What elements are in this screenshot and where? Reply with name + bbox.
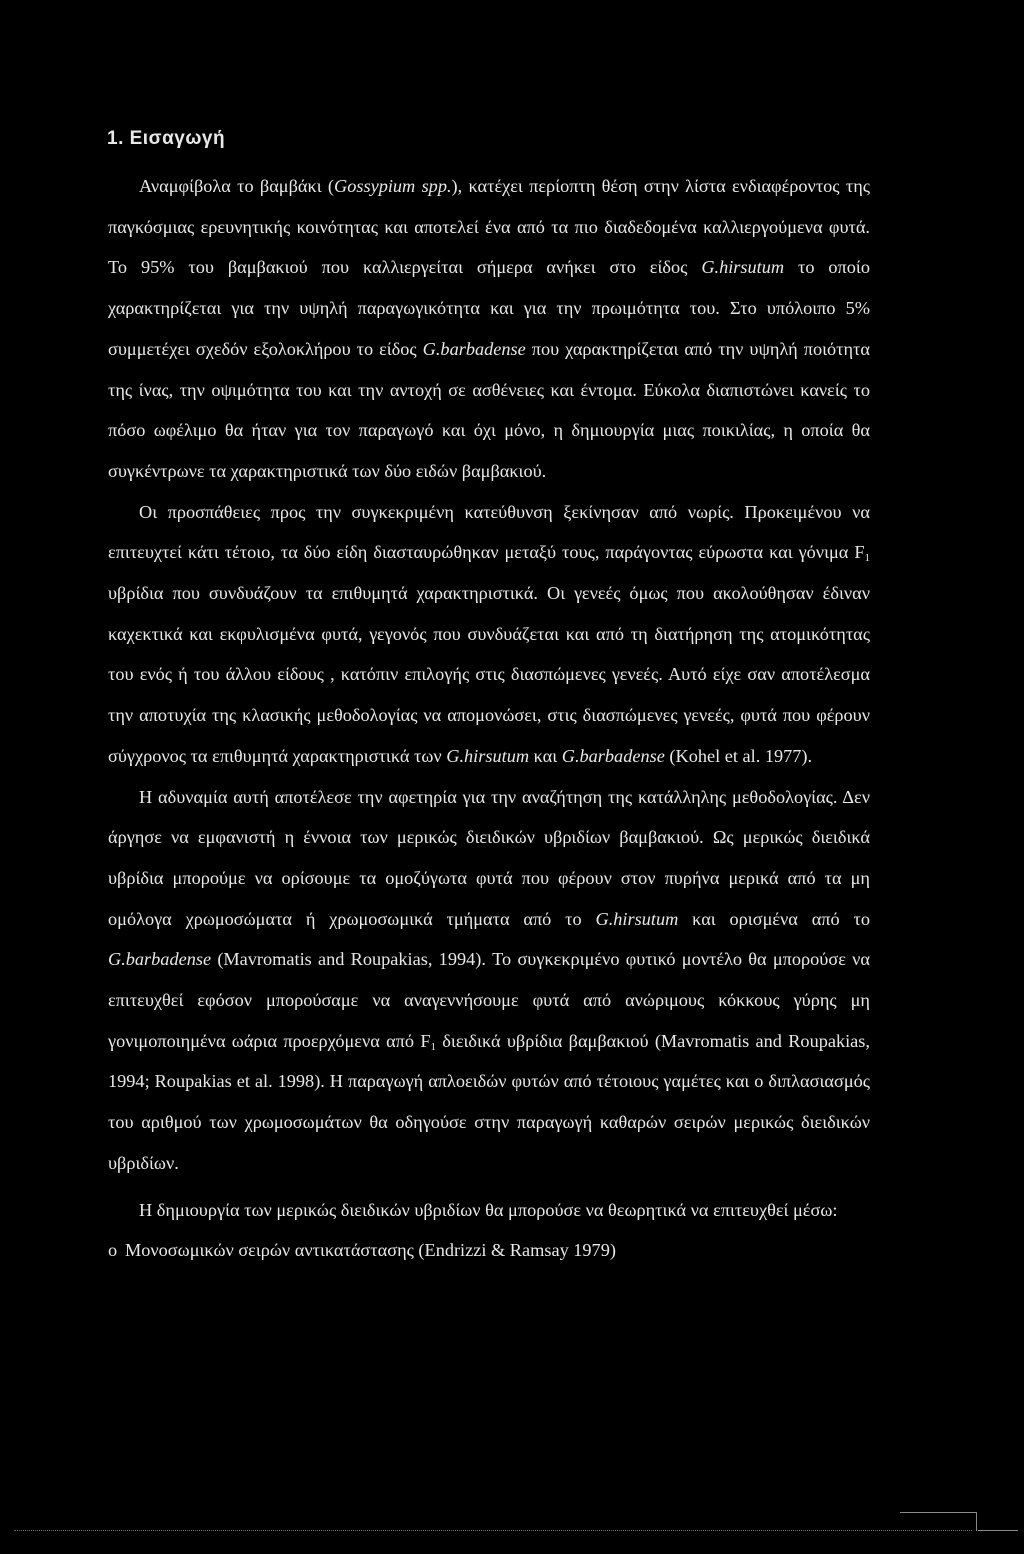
paragraph-2: Οι προσπάθειες προς την συγκεκριμένη κατεύθυνση ξεκίνησαν από νωρίς. Προκειμένου να επιτευχτεί κάτι τέτοιο, τα δύο είδη διασταυρώθηκαν μεταξύ τους, παράγοντας εύρωστα και γόνιμα $F_1$ υβρίδια που συνδυάζουν τα επιθυμητά χαρακτηριστικά. Οι γενεές όμως που ακολούθησαν έδιναν καχεκτικά και εκφυλισμένα φυτά, γεγονός που συνδυάζεται και από τη διατήρηση της ατομικότητας του ενός ή του άλλου είδους , κατόπιν επιλογής στις διασπώμενες γενεές. Αυτό είχε σαν αποτέλεσμα την αποτυχία της κλασικής μεθοδολογίας να απομονώσει, στις διασπώμενες γενεές, φυτά που φέρουν σύγχρονος τα επιθυμητά χαρακτηριστικά των G.hirsutum και G.barbadense (Kohel et al. 1977). xyxy=(108,501,870,766)
bullet-item xyxy=(108,1230,870,1271)
footer-rule-hook xyxy=(900,1512,977,1531)
document-body xyxy=(108,166,870,1271)
paragraph-3: Η αδυναμία αυτή αποτέλεσε την αφετηρία για την αναζήτηση της κατάλληλης μεθοδολογίας. Δεν άργησε να εμφανιστή η έννοια των μερικώς διειδικών υβριδίων βαμβακιού. Ως μερικώς διειδικά υβρίδια μπορούμε να ορίσουμε τα ομοζύγωτα φυτά που φέρουν στον πυρήνα μερικά από τα μη ομόλογα χρωμοσώματα ή χρωμοσωμικά τμήματα από το G.hirsutum και ορισμένα από το G.barbadense (Mavromatis and Roupakias, 1994). Το συγκεκριμένο φυτικό μοντέλο θα μπορούσε να επιτευχθεί εφόσον μπορούσαμε να αναγεννήσουμε φυτά από ανώριμους κόκκους γύρης μη γονιμοποιημένα ωάρια προερχόμενα από $F_1$ διειδικά υβρίδια βαμβακιού (Mavromatis and Roupakias, 1994; Roupakias et al. 1998). Η παραγωγή απλοειδών φυτών από τέτοιους γαμέτες και ο διπλασιασμός του αριθμού των χρωμοσωμάτων θα οδηγούσε στην παραγωγή καθαρών σειρών μερικώς διειδικών υβριδίων. xyxy=(108,786,871,1173)
bullet-mark: o xyxy=(108,1240,118,1261)
footer-rule xyxy=(14,1530,972,1531)
paragraph-4: Η δημιουργία των μερικώς διειδικών υβριδίων θα μπορούσε να θεωρητικά να επιτευχθεί μέσω: xyxy=(139,1199,838,1220)
footer-rule-end xyxy=(978,1530,1018,1531)
paragraph-1: Αναμφίβολα το βαμβάκι (Gossypium spp.), κατέχει περίοπτη θέση στην λίστα ενδιαφέροντος της παγκόσμιας ερευνητικής κοινότητας και αποτελεί ένα από τα πιο διαδεδομένα καλλιεργούμενα φυτά. Το 95% του βαμβακιού που καλλιεργείται σήμερα ανήκει στο είδος G.hirsutum το οποίο χαρακτηρίζεται για την υψηλή παραγωγικότητα και για την πρωιμότητα του. Στο υπόλοιπο 5% συμμετέχει σχεδόν εξολοκλήρου το είδος G.barbadense που χαρακτηρίζεται από την υψηλή ποιότητα της ίνας, την οψιμότητα του και την αντοχή σε ασθένειες και έντομα. Εύκολα διαπιστώνει κανείς το πόσο ωφέλιμο θα ήταν για τον παραγωγό και όχι μόνο, η δημιουργία μιας ποικιλίας, η οποία θα συγκέντρωνε τα χαρακτηριστικά των δύο ειδών βαμβακιού. xyxy=(108,176,870,481)
bullet-text: Μονοσωμικών σειρών αντικατάστασης (Endrizzi & Ramsay 1979) xyxy=(125,1240,616,1261)
section-heading: 1. Εισαγωγή xyxy=(107,128,226,149)
